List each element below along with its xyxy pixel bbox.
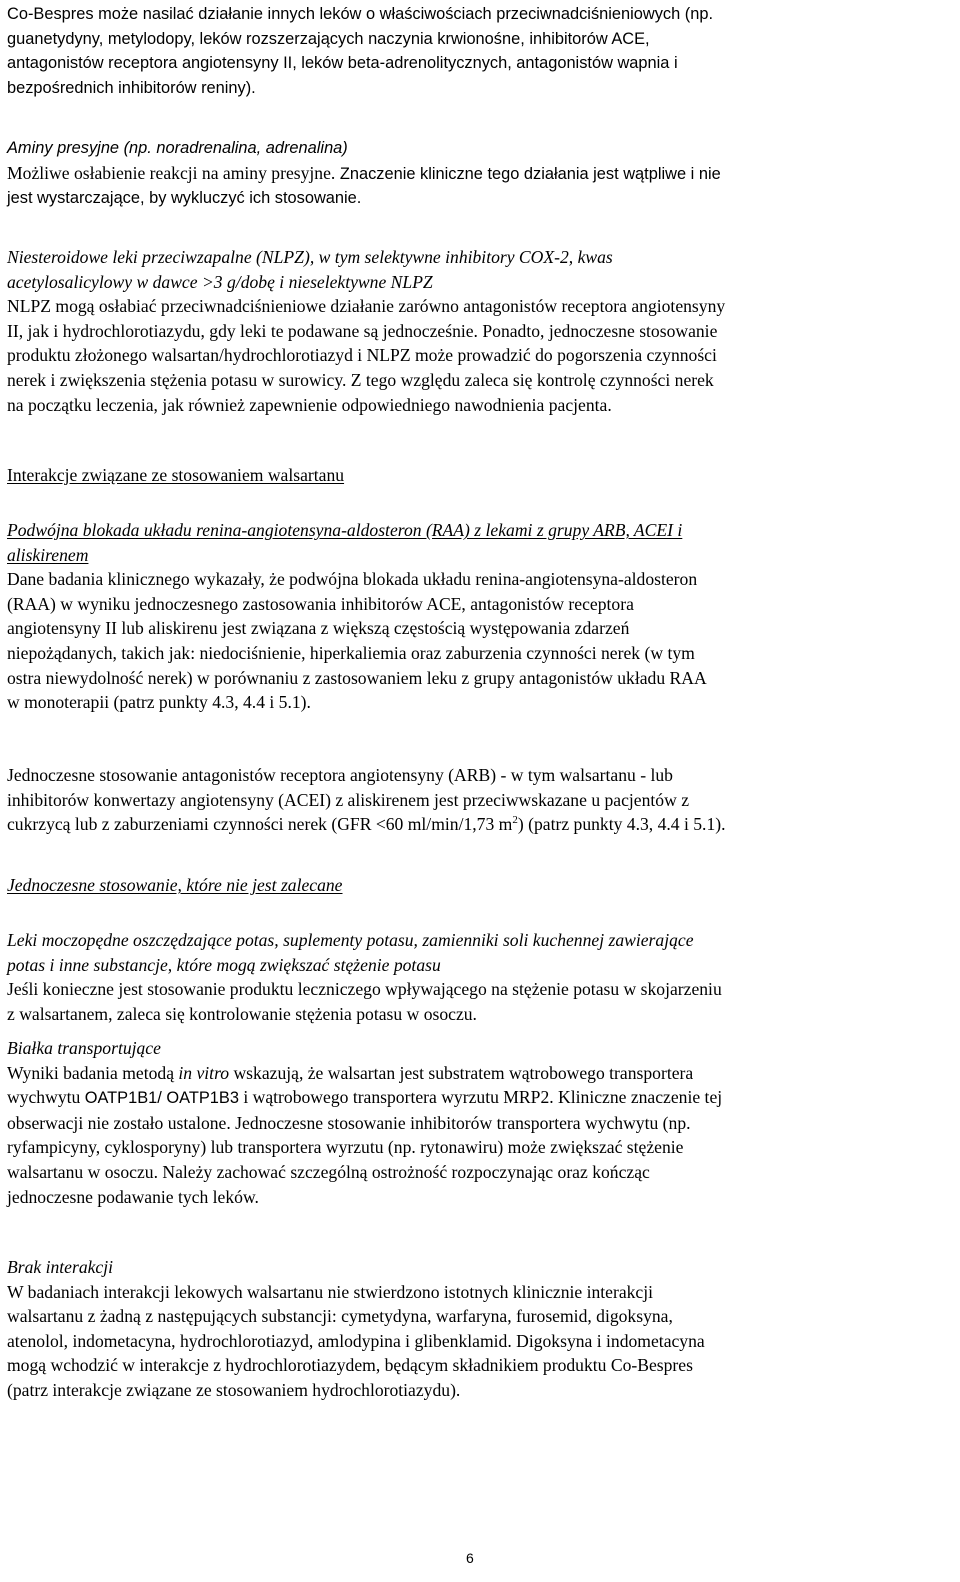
nsaids-heading-line: acetylosalicylowy w dawce >3 g/dobę i nieselektywne NLPZ: [7, 271, 433, 292]
text-span: Możliwe osłabienie reakcji na aminy presyjne.: [7, 162, 336, 183]
text-line: II, jak i hydrochlorotiazydu, gdy leki te podawane są jednocześnie. Ponadto, jednoczesne stosowanie: [7, 320, 718, 341]
text-line: walsartanu w osoczu. Należy zachować szczególną ostrożność rozpoczynając oraz kończąc: [7, 1161, 650, 1182]
transport-heading: Białka transportujące: [7, 1038, 161, 1058]
text-line: [7, 1085, 722, 1111]
text-line: bezpośrednich inhibitorów reniny).: [7, 78, 256, 97]
text-line: NLPZ mogą osłabiać przeciwnadciśnieniowe działanie zarówno antagonistów receptora angiotensyny: [7, 296, 726, 317]
not-recommended-heading-block: [7, 873, 343, 898]
page-number: 6: [466, 1550, 474, 1566]
text-line: mogą wchodzić w interakcje z hydrochlorotiazydem, będącym składnikiem produktu Co-Bespres: [7, 1355, 693, 1376]
text-line: W badaniach interakcji lekowych walsartanu nie stwierdzono istotnych klinicznie interakcji: [7, 1281, 654, 1302]
valsartan-section-heading: Interakcje związane ze stosowaniem walsartanu: [7, 465, 345, 485]
text-line: ostra niewydolność nerek) w porównaniu z zastosowaniem leku z grupy antagonistów układu RAA: [7, 667, 707, 688]
text-span: cukrzycą lub z zaburzeniami czynności nerek (GFR <60 ml/min/1,73 m: [7, 814, 513, 835]
arb-aliskiren-paragraph: [7, 763, 726, 837]
text-line: w monoterapii (patrz punkty 4.3, 4.4 i 5.1).: [7, 692, 311, 713]
not-recommended-heading: Jednoczesne stosowanie, które nie jest zalecane: [7, 875, 343, 895]
text-line: (patrz interakcje związane ze stosowaniem hydrochlorotiazydu).: [7, 1379, 461, 1400]
transport-section: [7, 1036, 722, 1209]
intro-paragraph: [7, 2, 713, 100]
text-span: Wyniki badania metodą: [7, 1062, 179, 1083]
text-span: wskazują, że walsartan jest substratem wątrobowego transportera: [229, 1062, 694, 1083]
raa-heading-line: aliskirenem: [7, 544, 89, 565]
text-line: [7, 1061, 722, 1086]
text-span: ) (patrz punkty 4.3, 4.4 i 5.1).: [517, 814, 726, 835]
text-line: guanetydyny, metylodopy, leków rozszerzających naczynia krwionośne, inhibitorów ACE,: [7, 29, 650, 48]
no-interaction-heading: Brak interakcji: [7, 1257, 114, 1277]
raa-heading-line: Podwójna blokada układu renina-angiotensyna-aldosteron (RAA) z lekami z grupy ARB, ACEI i: [7, 520, 683, 540]
raa-section: [7, 518, 707, 715]
text-span: i wątrobowego transportera wyrzutu MRP2. Kliniczne znaczenie tej: [238, 1087, 723, 1108]
text-line: jednoczesne podawanie tych leków.: [7, 1186, 259, 1207]
text-line: Dane badania klinicznego wykazały, że podwójna blokada układu renina-angiotensyna-aldosteron: [7, 569, 698, 590]
potassium-heading-line: potas i inne substancje, które mogą zwiększać stężenie potasu: [7, 954, 441, 975]
text-line: ryfampicyny, cyklosporyny) lub transportera wyrzutu (np. rytonawiru) może zwiększać stężenie: [7, 1137, 684, 1158]
valsartan-section-heading-block: [7, 463, 344, 488]
potassium-section: [7, 928, 722, 1026]
superscript: 2: [512, 814, 518, 827]
amines-heading: Aminy presyjne (np. noradrenalina, adrenalina): [7, 139, 348, 157]
text-span-italic: in vitro: [178, 1062, 230, 1083]
text-line: [7, 812, 726, 837]
no-interaction-section: [7, 1255, 705, 1403]
text-line: (RAA) w wyniku jednoczesnego zastosowania inhibitorów ACE, antagonistów receptora: [7, 593, 634, 614]
potassium-heading-line: Leki moczopędne oszczędzające potas, suplementy potasu, zamienniki soli kuchennej zawierające: [7, 930, 694, 950]
text-line: [7, 161, 721, 187]
text-line: produktu złożonego walsartan/hydrochlorotiazyd i NLPZ może prowadzić do pogorszenia czynności: [7, 345, 717, 366]
text-line: jest wystarczające, by wykluczyć ich stosowanie.: [7, 189, 362, 208]
text-line: niepożądanych, takich jak: niedociśnienie, hiperkaliemia oraz zaburzenia czynności nerek (w tym: [7, 642, 695, 663]
text-line: z walsartanem, zaleca się kontrolowanie stężenia potasu w osoczu.: [7, 1003, 477, 1024]
text-line: walsartanu z żadną z następujących substancji: cymetydyna, warfaryna, furosemid, digoksyna,: [7, 1306, 673, 1327]
text-line: Co-Bespres może nasilać działanie innych leków o właściwościach przeciwnadciśnieniowych (np.: [7, 5, 714, 23]
text-line: antagonistów receptora angiotensyny II, leków beta-adrenolitycznych, antagonistów wapnia i: [7, 54, 678, 73]
text-span: Znaczenie kliniczne tego działania jest wątpliwe i nie: [335, 164, 721, 183]
text-line: inhibitorów konwertazy angiotensyny (ACEI) z aliskirenem jest przeciwwskazane u pacjentów z: [7, 789, 690, 810]
nsaids-section: [7, 245, 725, 417]
nsaids-heading-line: Niesteroidowe leki przeciwzapalne (NLPZ), w tym selektywne inhibitory COX-2, kwas: [7, 247, 613, 267]
text-line: angiotensyny II lub aliskirenu jest związana z większą częstością występowania zdarzeń: [7, 618, 630, 639]
text-line: obserwacji nie zostało ustalone. Jednoczesne stosowanie inhibitorów transportera wychwytu (np.: [7, 1112, 691, 1133]
text-line: atenolol, indometacyna, hydrochlorotiazyd, amlodypina i glibenklamid. Digoksyna i indometacyna: [7, 1330, 705, 1351]
text-span: wychwytu: [7, 1087, 85, 1108]
text-span-sans: OATP1B1/ OATP1B3: [84, 1089, 239, 1108]
text-line: Jednoczesne stosowanie antagonistów receptora angiotensyny (ARB) - w tym walsartanu - lub: [7, 765, 673, 785]
text-line: Jeśli konieczne jest stosowanie produktu leczniczego wpływającego na stężenie potasu w skojarzeniu: [7, 979, 722, 1000]
amines-section: [7, 136, 721, 211]
text-line: nerek i zwiększenia stężenia potasu w surowicy. Z tego względu zaleca się kontrolę czynności nerek: [7, 369, 714, 390]
text-line: na początku leczenia, jak również zapewnienie odpowiedniego nawodnienia pacjenta.: [7, 394, 612, 415]
